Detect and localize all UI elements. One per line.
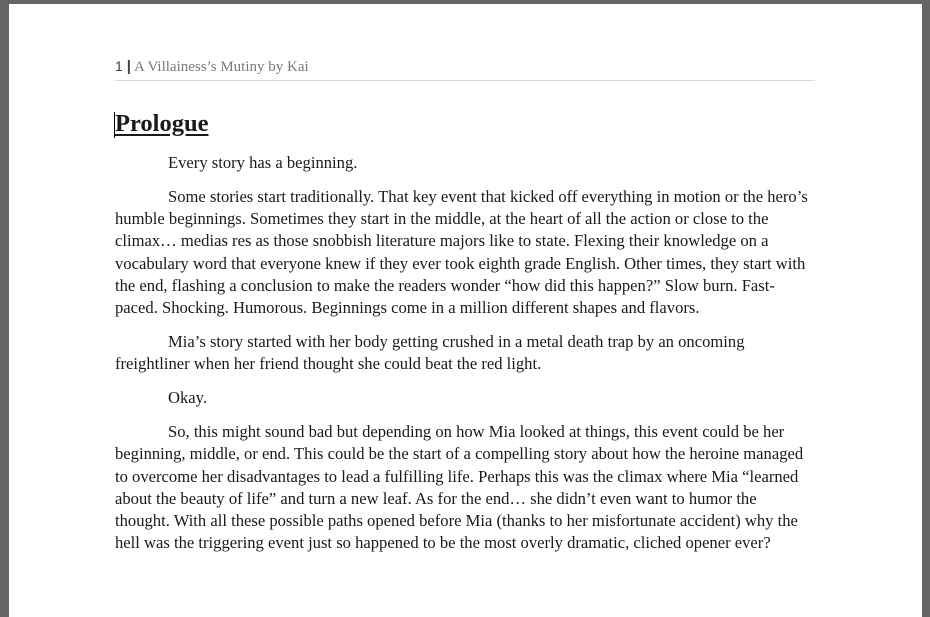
document-page[interactable] [9,4,922,617]
paragraph-5[interactable]: So, this might sound bad but depending on how Mia looked at things, this event could be her beginning, middle, or end. This could be the start of a compelling story about how the heroine managed to overcome her disadvantages to lead a fulfilling life. Perhaps this was the climax where Mia “learned about the beauty of life” and turn a new leaf. As for the end… she didn’t even want to humor the thought. With all these possible paths opened before Mia (thanks to her misfortunate accident) why the hell was the triggering event just so happened to be the most overly dramatic, cliched opener ever? [115,421,804,553]
document-body[interactable] [115,109,815,566]
chapter-title-text: Prologue [115,110,209,137]
paragraph-3[interactable]: Mia’s story started with her body getting crushed in a metal death trap by an oncoming freightliner when her friend thought she could beat the red light. [115,332,745,374]
paragraph-1[interactable]: Every story has a beginning. [168,153,358,172]
chapter-title[interactable] [115,109,815,139]
page-header [115,58,815,81]
text-cursor [114,112,115,138]
paragraph-4[interactable]: Okay. [168,388,208,408]
header-separator: | [126,58,131,75]
paragraph-2[interactable]: Some stories start traditionally. That key event that kicked off everything in motion or the hero’s humble beginnings. Sometimes they start in the middle, at the heart of all the action or close to the climax… medias res as those snobbish literature majors like to state. Flexing their knowledge on a vocabulary word that everyone knew if they ever took eighth grade English. Other times, they start with the end, flashing a conclusion to make the readers wonder “how did this happen?” Slow burn. Fast-paced. Shocking. Humorous. Beginnings come in a million different shapes and flavors. [115,186,808,318]
running-title: A Villainess’s Mutiny by Kai [134,59,309,75]
page-number: 1 [115,58,123,74]
